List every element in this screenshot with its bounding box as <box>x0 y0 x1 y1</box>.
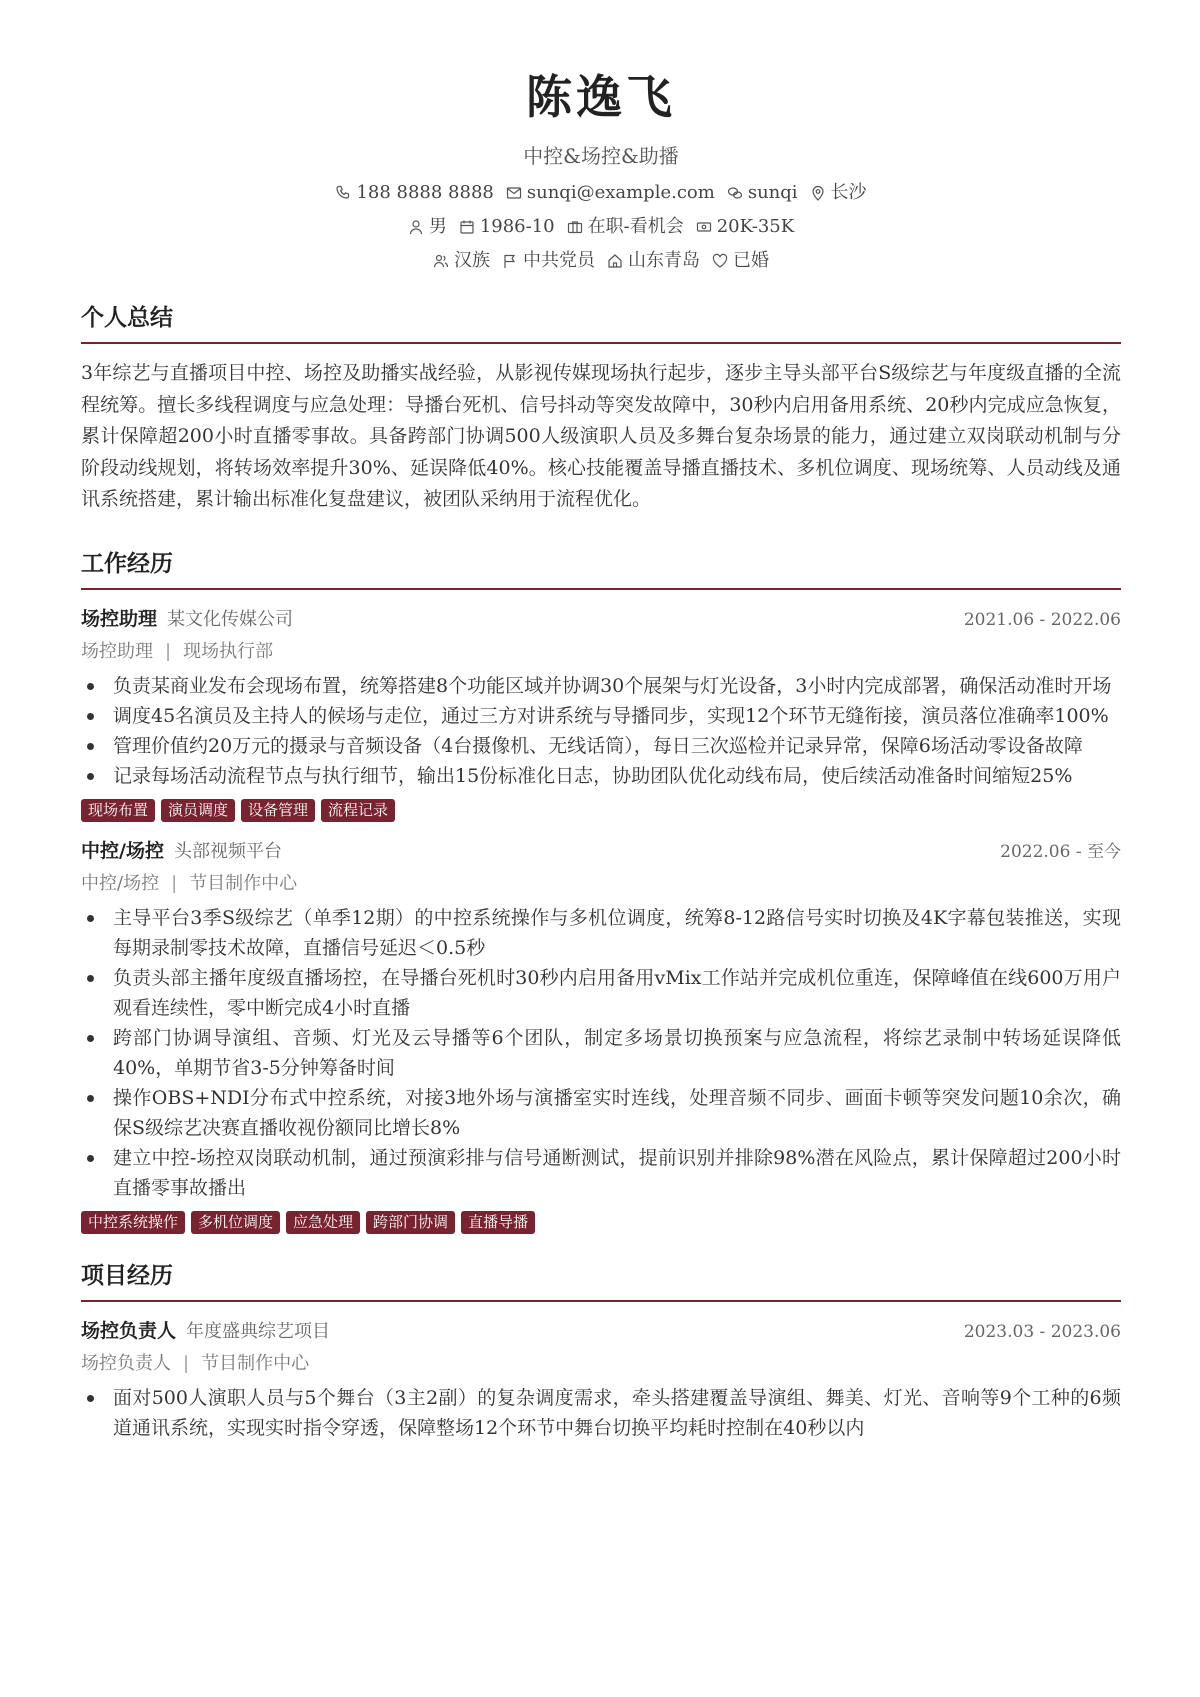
email-item <box>506 178 715 208</box>
summary-title: 个人总结 <box>81 304 173 331</box>
bullet-item: 建立中控-场控双岗联动机制，通过预演彩排与信号通断测试，提前识别并排除98%潜在风险点，累计保障超过200小时直播零事故播出 <box>81 1143 1121 1203</box>
section-divider <box>81 588 1121 590</box>
skill-tags <box>81 799 1121 822</box>
ethnicity-item <box>433 246 490 276</box>
resume-content <box>81 0 1121 1443</box>
section-divider <box>81 1300 1121 1302</box>
phone-item <box>335 178 493 208</box>
contact-row-1 <box>81 178 1121 208</box>
marital-item <box>712 246 769 276</box>
calendar-icon <box>459 219 475 235</box>
users-icon <box>433 253 449 269</box>
separator: | <box>165 640 172 662</box>
bullet-item: 管理价值约20万元的摄录与音频设备（4台摄像机、无线话筒），每日三次巡检并记录异常，保障6场活动零设备故障 <box>81 731 1121 761</box>
project-section <box>81 1260 1121 1443</box>
birth-text: 1986-10 <box>479 216 555 237</box>
entry-subline <box>81 637 1121 667</box>
hometown-item <box>607 246 700 276</box>
entry-position: 场控负责人 <box>81 1352 171 1374</box>
email-text: sunqi@example.com <box>526 182 715 203</box>
entry-subline <box>81 1349 1121 1379</box>
entry-bullets <box>81 671 1121 791</box>
skill-tag: 演员调度 <box>161 799 235 822</box>
summary-text: 3年综艺与直播项目中控、场控及助播实战经验，从影视传媒现场执行起步，逐步主导头部平台S级综艺与年度级直播的全流程统筹。擅长多线程调度与应急处理：导播台死机、信号抖动等突发故障中，30秒内启用备用系统、20秒内完成应急恢复，累计保障超200小时直播零事故。具备跨部门协调500人级演职人员及多舞台复杂场景的能力，通过建立双岗联动机制与分阶段动线规划，将转场效率提升30%、延误降低40%。核心技能覆盖导播直播技术、多机位调度、现场统筹、人员动线及通讯系统搭建，累计输出标准化复盘建议，被团队采纳用于流程优化。 <box>81 362 1121 510</box>
status-text: 在职-看机会 <box>587 216 684 237</box>
candidate-name: 陈逸飞 <box>526 70 676 124</box>
bullet-item: 操作OBS+NDI分布式中控系统，对接3地外场与演播室实时连线，处理音频不同步、画面卡顿等突发问题10余次，确保S级综艺决赛直播收视份额同比增长8% <box>81 1083 1121 1143</box>
work-entry <box>81 604 1121 822</box>
summary-section <box>81 302 1121 516</box>
skill-tag: 直播导播 <box>461 1211 535 1234</box>
marital-text: 已婚 <box>733 250 769 271</box>
job-headline: 中控&场控&助播 <box>523 144 679 168</box>
bullet-item: 跨部门协调导演组、音频、灯光及云导播等6个团队，制定多场景切换预案与应急流程，将综艺录制中转场延误降低40%，单期节省3-5分钟筹备时间 <box>81 1023 1121 1083</box>
salary-item <box>696 212 794 242</box>
bullet-item: 记录每场活动流程节点与执行细节，输出15份标准化日志，协助团队优化动线布局，使后续活动准备时间缩短25% <box>81 761 1121 791</box>
birth-item <box>459 212 555 242</box>
separator: | <box>171 872 178 894</box>
briefcase-icon <box>567 219 583 235</box>
mail-icon <box>506 185 522 201</box>
money-icon <box>696 219 712 235</box>
gender-text: 男 <box>428 216 447 237</box>
phone-text: 188 8888 8888 <box>356 182 494 203</box>
work-entry <box>81 836 1121 1234</box>
work-section <box>81 548 1121 1234</box>
skill-tag: 现场布置 <box>81 799 155 822</box>
entry-bullets <box>81 903 1121 1203</box>
entry-role: 中控/场控 <box>81 839 164 862</box>
entry-header <box>81 836 1121 867</box>
project-title: 项目经历 <box>81 1261 173 1289</box>
bullet-item: 负责头部主播年度级直播场控，在导播台死机时30秒内启用备用vMix工作站并完成机位重连，保障峰值在线600万用户观看连续性，零中断完成4小时直播 <box>81 963 1121 1023</box>
bullet-item: 负责某商业发布会现场布置，统筹搭建8个功能区域并协调30个展架与灯光设备，3小时内完成部署，确保活动准时开场 <box>81 671 1121 701</box>
hometown-text: 山东青岛 <box>628 250 700 271</box>
city-item <box>810 178 867 208</box>
entry-org: 年度盛典综艺项目 <box>186 1320 331 1342</box>
entry-bullets <box>81 1383 1121 1443</box>
skill-tag: 跨部门协调 <box>366 1211 455 1234</box>
wechat-item <box>727 178 798 208</box>
entry-org: 某文化传媒公司 <box>167 608 294 630</box>
entry-header <box>81 604 1121 635</box>
entry-date: 2022.06 - 至今 <box>1000 841 1121 862</box>
politics-item <box>502 246 595 276</box>
politics-text: 中共党员 <box>523 250 595 271</box>
location-icon <box>810 185 826 201</box>
entry-position: 中控/场控 <box>81 872 160 894</box>
project-entry <box>81 1316 1121 1443</box>
home-icon <box>607 253 623 269</box>
user-icon <box>408 219 424 235</box>
ethnicity-text: 汉族 <box>454 250 490 271</box>
contact-row-3 <box>81 246 1121 276</box>
work-title: 工作经历 <box>81 549 173 577</box>
entry-org: 头部视频平台 <box>173 840 282 862</box>
contact-row-2 <box>81 212 1121 242</box>
phone-icon <box>335 185 351 201</box>
entry-role: 场控助理 <box>81 607 158 630</box>
entry-position: 场控助理 <box>81 640 153 662</box>
entry-dept: 节目制作中心 <box>189 872 298 894</box>
flag-icon <box>502 253 518 269</box>
entry-header <box>81 1316 1121 1347</box>
skill-tag: 流程记录 <box>321 799 395 822</box>
skill-tag: 应急处理 <box>286 1211 360 1234</box>
skill-tag: 设备管理 <box>241 799 315 822</box>
entry-role: 场控负责人 <box>81 1319 177 1342</box>
entry-date: 2021.06 - 2022.06 <box>963 609 1121 630</box>
bullet-item: 调度45名演员及主持人的候场与走位，通过三方对讲系统与导播同步，实现12个环节无缝衔接，演员落位准确率100% <box>81 701 1121 731</box>
bullet-item: 面对500人演职人员与5个舞台（3主2副）的复杂调度需求，牵头搭建覆盖导演组、舞美、灯光、音响等9个工种的6频道通讯系统，实现实时指令穿透，保障整场12个环节中舞台切换平均耗时控制在40秒以内 <box>81 1383 1121 1443</box>
skill-tag: 中控系统操作 <box>81 1211 185 1234</box>
entry-dept: 节目制作中心 <box>201 1352 310 1374</box>
city-text: 长沙 <box>830 182 867 203</box>
salary-text: 20K-35K <box>716 216 795 237</box>
status-item <box>567 212 684 242</box>
bullet-item: 主导平台3季S级综艺（单季12期）的中控系统操作与多机位调度，统筹8-12路信号实时切换及4K字幕包装推送，实现每期录制零技术故障，直播信号延迟＜0.5秒 <box>81 903 1121 963</box>
entry-date: 2023.03 - 2023.06 <box>963 1321 1121 1342</box>
section-divider <box>81 342 1121 344</box>
wechat-icon <box>727 185 743 201</box>
heart-icon <box>712 253 728 269</box>
gender-item <box>408 212 447 242</box>
skill-tags <box>81 1211 1121 1234</box>
entry-subline <box>81 869 1121 899</box>
skill-tag: 多机位调度 <box>191 1211 280 1234</box>
separator: | <box>183 1352 190 1374</box>
entry-dept: 现场执行部 <box>183 640 274 662</box>
wechat-text: sunqi <box>747 182 798 203</box>
